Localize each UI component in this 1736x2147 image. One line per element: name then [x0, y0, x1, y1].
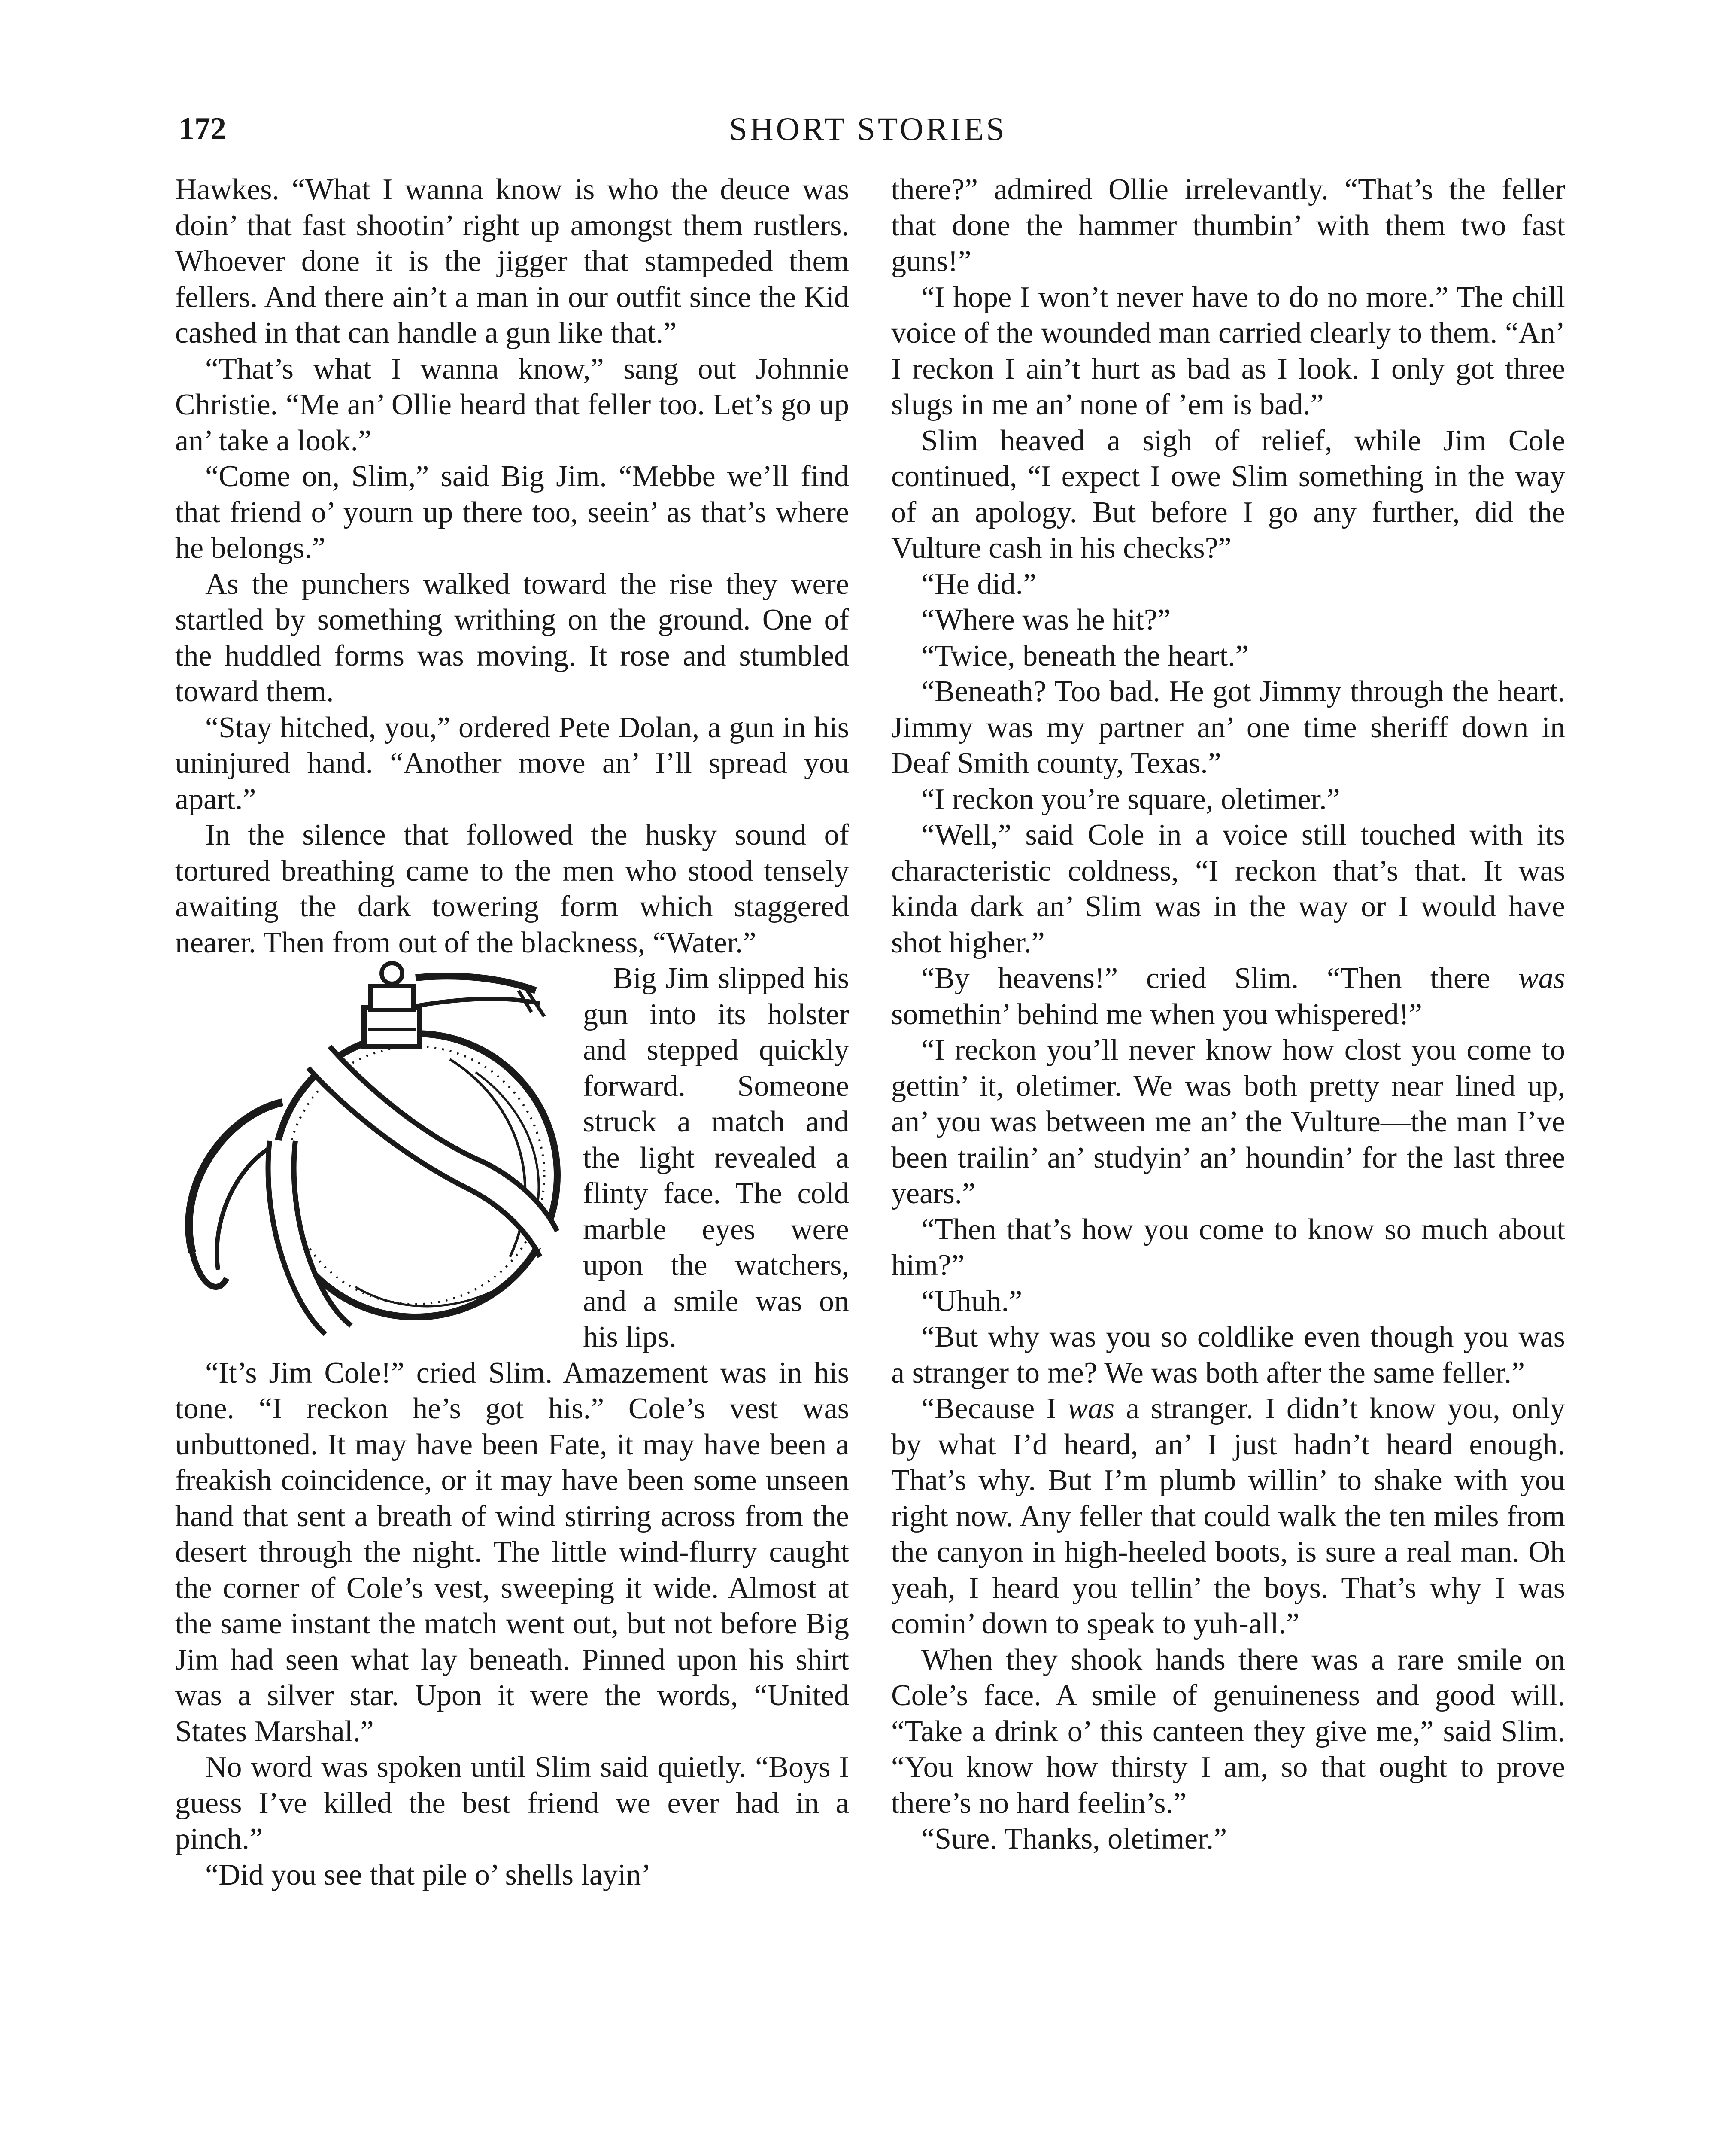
paragraph: “But why was you so coldlike even though you was a stranger to me? We was both after the same feller.” — [891, 1320, 1565, 1390]
page-number: 172 — [179, 111, 226, 146]
paragraph: “That’s what I wanna know,” sang out Johnnie Christie. “Me an’ Ollie heard that feller too. Let’s go up an’ take a look.” — [175, 352, 849, 457]
paragraph: “Come on, Slim,” said Big Jim. “Mebbe we’ll find that friend o’ yourn up there too, seein’ as that’s where he belongs.” — [175, 460, 849, 565]
emphasis: was — [1518, 962, 1565, 995]
paragraph: “Well,” said Cole in a voice still touched with its characteristic coldness, “I reckon that’s that. It was kinda dark an’ Slim was in the way or I would have shot higher.” — [891, 818, 1565, 959]
emphasis: was — [1068, 1392, 1115, 1425]
paragraph: “I hope I won’t never have to do no more.” The chill voice of the wounded man carried clearly to them. “An’ I reckon I ain’t hurt as bad as I look. I only got three slugs in me an’ none of ’em is bad.” — [891, 280, 1565, 421]
paragraph: “Did you see that pile o’ shells layin’ — [205, 1858, 651, 1892]
running-head: SHORT STORIES — [729, 111, 1007, 147]
paragraph: “Uhuh.” — [921, 1284, 1023, 1318]
paragraph: When they shook hands there was a rare smile on Cole’s face. A smile of genuineness and good will. “Take a drink o’ this canteen they give me,” said Slim. “You know how thirsty I am, so that ought to prove there’s no hard feelin’s.” — [891, 1643, 1565, 1820]
text-run: “Because I — [921, 1392, 1068, 1425]
paragraph: “Twice, beneath the heart.” — [921, 639, 1249, 672]
paragraph: “I reckon you’re square, oletimer.” — [921, 782, 1340, 816]
left-column — [175, 172, 849, 1893]
paragraph: “He did.” — [921, 567, 1037, 601]
paragraph: In the silence that followed the husky sound of tortured breathing came to the men who stood tensely awaiting the dark towering form which staggered nearer. Then from out of the blackness, “Water.” — [175, 818, 849, 959]
paragraph: “Beneath? Too bad. He got Jimmy through the heart. Jimmy was my partner an’ one time sheriff down in Deaf Smith county, Texas.” — [891, 675, 1565, 780]
paragraph: Hawkes. “What I wanna know is who the deuce was doin’ that fast shootin’ right up amongst them rustlers. Whoever done it is the jigger that stampeded them fellers. And there ain’t a man in our outfit since the Kid cashed in that can handle a gun like that.” — [175, 173, 849, 350]
paragraph: “I reckon you’ll never know how clost you come to gettin’ it, oletimer. We was both pretty near lined up, an’ you was between me an’ the Vulture—the man I’ve been trailin’ an’ studyin’ an’ houndin’ for the last three years.” — [891, 1034, 1565, 1210]
paragraph: “Then that’s how you come to know so much about him?” — [891, 1213, 1565, 1282]
paragraph: “Where was he hit?” — [921, 603, 1171, 636]
paragraph: As the punchers walked toward the rise they were startled by something writhing on the ground. One of the huddled forms was moving. It rose and stumbled toward them. — [175, 567, 849, 708]
canteen-illustration — [175, 961, 570, 1347]
right-column — [891, 172, 1565, 1857]
paragraph: Big Jim slipped his gun into its holster and stepped quickly forward. Someone struck a match and the light revealed a flinty face. The cold marble eyes were upon the watchers, and a smile was on his lips. — [583, 962, 849, 1353]
paragraph — [891, 1391, 1565, 1642]
paragraph: “Stay hitched, you,” ordered Pete Dolan, a gun in his uninjured hand. “Another move an’ I’ll spread you apart.” — [175, 711, 849, 816]
paragraph: “It’s Jim Cole!” cried Slim. Amazement was in his tone. “I reckon he’s got his.” Cole’s vest was unbuttoned. It may have been Fate, it may have been a freakish coincidence, or it may have been some unseen hand that sent a breath of wind stirring across from the desert through the night. The little wind-flurry caught the corner of Cole’s vest, sweeping it wide. Almost at the same instant the match went out, but not before Big Jim had seen what lay beneath. Pinned upon his shirt was a silver star. Upon it were the words, “United States Marshal.” — [175, 1356, 849, 1748]
text-run: somethin’ behind me when you whispered!” — [891, 997, 1422, 1031]
paragraph — [891, 961, 1565, 1032]
paragraph: there?” admired Ollie irrelevantly. “That’s the feller that done the hammer thumbin’ with them two fast guns!” — [891, 173, 1565, 278]
text-run: a stranger. I didn’t know you, only by what I’d heard, an’ I just hadn’t heard enough. That’s why. But I’m plumb willin’ to shake with you right now. Any feller that could walk the ten miles from the canyon in high-heeled boots, is sure a real man. Oh yeah, I heard you tellin’ the boys. That’s why I was comin’ down to speak to yuh-all.” — [891, 1392, 1565, 1640]
paragraph: “Sure. Thanks, oletimer.” — [921, 1822, 1227, 1855]
text-run: “By heavens!” cried Slim. “Then there — [921, 962, 1519, 995]
paragraph: No word was spoken until Slim said quietly. “Boys I guess I’ve killed the best friend we ever had in a pinch.” — [175, 1751, 849, 1855]
paragraph: Slim heaved a sigh of relief, while Jim Cole continued, “I expect I owe Slim something in the way of an apology. But before I go any further, did the Vulture cash in his checks?” — [891, 424, 1565, 565]
